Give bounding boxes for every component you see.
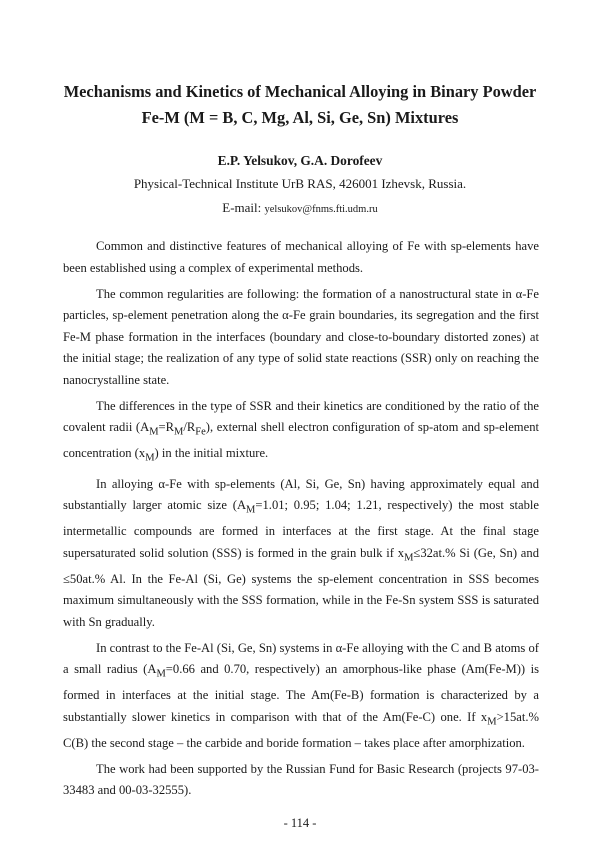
subscript: M <box>487 716 497 728</box>
paragraph-1: Common and distinctive features of mechanical alloying of Fe with sp-elements have been established using a complex of experimental methods. <box>63 239 539 275</box>
alpha-symbol: α <box>282 308 289 322</box>
email-address: yelsukov@fnms.fti.udm.ru <box>264 204 378 215</box>
paragraph-6: The work had been supported by the Russian Fund for Basic Research (projects 97-03-33483 and 00-03-32555). <box>63 761 539 798</box>
email-label: E-mail: <box>222 200 265 215</box>
subscript: M <box>149 426 159 438</box>
paragraph-3: The differences in the type of SSR and their kinetics are conditioned by the ratio of the covalent radii $(A_M=R_M/R_{Fe})$, external shell electron configuration of sp-atom and sp-element concentration $(x_M)$ in the initial mixture. <box>63 398 539 464</box>
authors: E.P. Yelsukov, G.A. Dorofeev <box>217 153 383 168</box>
paper-title <box>40 79 560 131</box>
affiliation: Physical-Technical Institute UrB RAS, 426001 Izhevsk, Russia. <box>133 176 467 191</box>
alpha-symbol: α <box>158 476 166 491</box>
title-line-1: Mechanisms and Kinetics of Mechanical Alloying in Binary Powder <box>63 82 537 101</box>
title-line-2: Fe-M (M = B, C, Mg, Al, Si, Ge, Sn) Mixtures <box>141 108 459 127</box>
email-line <box>0 199 600 219</box>
paragraph-2: The common regularities are following: the formation of a nanostructural state in α-Fe particles, sp-element penetration along the α-Fe grain boundaries, its segregation and the first Fe-M phase formation in the interfaces (boundary and close-to-boundary distorted zones) at the initial stage; the realization of any type of solid state reactions (SSR) only on reaching the nanocrystalline state. <box>63 286 539 387</box>
paragraph-5: In contrast to the Fe-Al (Si, Ge, Sn) systems in α-Fe alloying with the C and B atoms of a small radius ($A_M=0.66$ and 0.70, respectively) an amorphous-like phase (Am(Fe-M)) is formed in interfaces at the initial stage. The Am(Fe-B) formation is characterized by a substantially slower kinetics in comparison with that of the Am(Fe-C) one. If $x_M>15at.\%$ C(B) the second stage – the carbide and boride formation – takes place after amorphization. <box>63 640 540 750</box>
alpha-symbol: α <box>515 286 523 301</box>
subscript: M <box>156 668 166 680</box>
page-number: - 114 - <box>283 816 317 830</box>
alpha-symbol: α <box>335 640 343 655</box>
paragraph-4: In alloying α-Fe with sp-elements (Al, Si, Ge, Sn) having approximately equal and substantially larger atomic size ($A_M=1.01$; 0.95; 1.04; 1.21, respectively) the most stable intermetallic compounds are formed in interfaces at the first stage. At the final stage supersaturated solid solution (SSS) is formed in the grain bulk if $x_M\le 32at.\%$ Si (Ge, Sn) and ≤50at.% Al. In the Fe-Al (Si, Ge) systems the sp-element concentration in SSS becomes maximum simultaneously with the SSS formation, while in the Fe-Sn system SSS is saturated with Sn gradually. <box>63 476 540 629</box>
subscript: M <box>174 426 184 438</box>
subscript: M <box>404 552 414 564</box>
abstract-body <box>63 236 539 806</box>
subscript: M <box>246 504 256 516</box>
subscript: Fe <box>195 426 206 438</box>
subscript: M <box>145 452 155 464</box>
